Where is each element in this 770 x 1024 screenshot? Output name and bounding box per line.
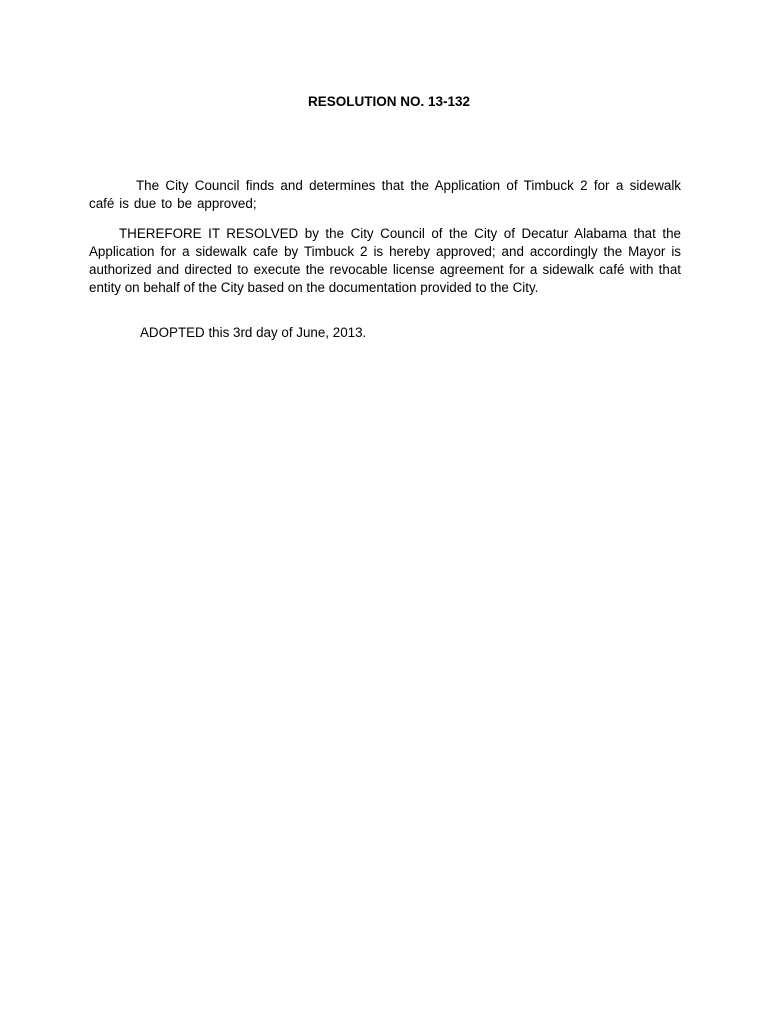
adoption-date-paragraph: ADOPTED this 3rd day of June, 2013. — [140, 325, 367, 340]
resolution-title: RESOLUTION NO. 13-132 — [307, 94, 471, 109]
findings-paragraph: The City Council finds and determines that the Application of Timbuck 2 for a sidewalk café is due to be approved; — [89, 178, 681, 211]
resolution-paragraph: THEREFORE IT RESOLVED by the City Council of the City of Decatur Alabama that the Application for a sidewalk cafe by Timbuck 2 is hereby approved; and accordingly the Mayor is authorized and directed to execute the revocable license agreement for a sidewalk café with that entity on behalf of the City based on the documentation provided to the City. — [89, 226, 681, 295]
